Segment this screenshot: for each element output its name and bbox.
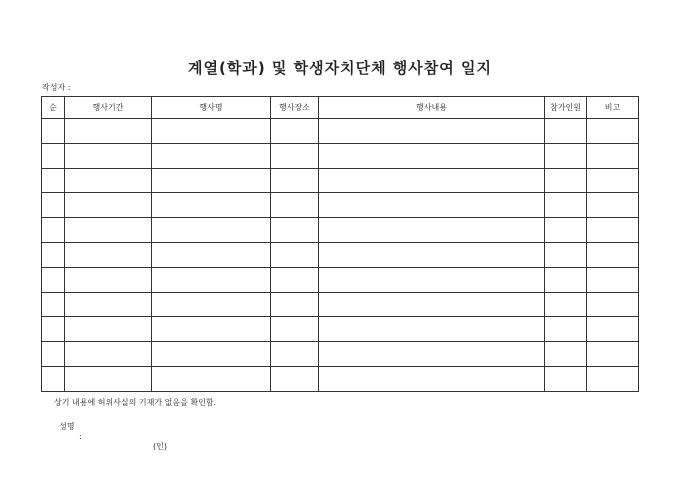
table-cell[interactable] — [545, 168, 587, 193]
confirmation-statement: 상기 내용에 허위사실의 기재가 없음을 확인함. — [54, 398, 217, 407]
table-row — [42, 242, 639, 267]
table-cell[interactable] — [152, 193, 271, 218]
table-cell[interactable] — [319, 292, 545, 317]
table-cell[interactable] — [42, 242, 65, 267]
table-cell[interactable] — [65, 242, 152, 267]
table-cell[interactable] — [545, 119, 587, 144]
table-cell[interactable] — [42, 218, 65, 243]
table-cell[interactable] — [42, 143, 65, 168]
table-row — [42, 292, 639, 317]
column-header-content: 행사내용 — [319, 97, 545, 119]
table-cell[interactable] — [587, 143, 639, 168]
table-row — [42, 317, 639, 342]
table-cell[interactable] — [545, 242, 587, 267]
table-cell[interactable] — [65, 193, 152, 218]
table-cell[interactable] — [545, 317, 587, 342]
table-cell[interactable] — [42, 317, 65, 342]
table-cell[interactable] — [319, 143, 545, 168]
column-header-location: 행사장소 — [271, 97, 319, 119]
table-cell[interactable] — [587, 342, 639, 367]
table-cell[interactable] — [152, 292, 271, 317]
table-cell[interactable] — [65, 366, 152, 391]
document-title: 계열(학과) 및 학생자치단체 행사참여 일지 — [188, 59, 492, 77]
table-cell[interactable] — [545, 218, 587, 243]
table-row — [42, 143, 639, 168]
column-header-event-name: 행사명 — [152, 97, 271, 119]
table-cell[interactable] — [271, 193, 319, 218]
signature-label: 성명 — [59, 422, 75, 431]
table-cell[interactable] — [65, 317, 152, 342]
column-header-number: 순 — [42, 97, 65, 119]
table-cell[interactable] — [152, 366, 271, 391]
table-row — [42, 193, 639, 218]
table-cell[interactable] — [319, 267, 545, 292]
table-cell[interactable] — [152, 119, 271, 144]
table-cell[interactable] — [65, 218, 152, 243]
table-cell[interactable] — [152, 317, 271, 342]
column-header-period: 행사기간 — [65, 97, 152, 119]
table-cell[interactable] — [271, 119, 319, 144]
table-cell[interactable] — [319, 119, 545, 144]
table-cell[interactable] — [152, 168, 271, 193]
author-label: 작성자 : — [42, 83, 71, 92]
table-cell[interactable] — [587, 218, 639, 243]
table-cell[interactable] — [42, 366, 65, 391]
table-cell[interactable] — [271, 242, 319, 267]
table-cell[interactable] — [42, 292, 65, 317]
table-cell[interactable] — [545, 143, 587, 168]
signature-colon: : — [79, 432, 82, 441]
table-cell[interactable] — [545, 292, 587, 317]
table-cell[interactable] — [65, 119, 152, 144]
table-cell[interactable] — [319, 218, 545, 243]
table-cell[interactable] — [65, 342, 152, 367]
table-cell[interactable] — [587, 366, 639, 391]
table-row — [42, 366, 639, 391]
table-cell[interactable] — [587, 168, 639, 193]
table-cell[interactable] — [587, 267, 639, 292]
table-cell[interactable] — [65, 168, 152, 193]
seal-mark: (인) — [153, 442, 167, 451]
table-cell[interactable] — [271, 218, 319, 243]
table-cell[interactable] — [319, 342, 545, 367]
table-cell[interactable] — [587, 193, 639, 218]
event-log-table — [41, 96, 639, 392]
table-cell[interactable] — [65, 292, 152, 317]
table-cell[interactable] — [319, 317, 545, 342]
table-cell[interactable] — [271, 342, 319, 367]
table-cell[interactable] — [319, 193, 545, 218]
table-cell[interactable] — [271, 168, 319, 193]
table-cell[interactable] — [271, 143, 319, 168]
table-cell[interactable] — [271, 366, 319, 391]
table-cell[interactable] — [42, 119, 65, 144]
signature-line — [54, 412, 167, 451]
table-cell[interactable] — [545, 342, 587, 367]
table-row — [42, 168, 639, 193]
table-row — [42, 218, 639, 243]
table-cell[interactable] — [319, 168, 545, 193]
table-cell[interactable] — [42, 168, 65, 193]
table-cell[interactable] — [152, 143, 271, 168]
table-cell[interactable] — [587, 292, 639, 317]
table-cell[interactable] — [319, 366, 545, 391]
table-cell[interactable] — [152, 242, 271, 267]
table-cell[interactable] — [545, 193, 587, 218]
table-cell[interactable] — [587, 119, 639, 144]
table-cell[interactable] — [319, 242, 545, 267]
table-header-row — [42, 97, 639, 119]
table-row — [42, 119, 639, 144]
table-cell[interactable] — [42, 267, 65, 292]
table-cell[interactable] — [271, 267, 319, 292]
table-cell[interactable] — [42, 342, 65, 367]
column-header-remarks: 비고 — [587, 97, 639, 119]
table-cell[interactable] — [545, 267, 587, 292]
column-header-participants: 참가인원 — [545, 97, 587, 119]
table-cell[interactable] — [587, 242, 639, 267]
table-cell[interactable] — [152, 267, 271, 292]
table-cell[interactable] — [271, 292, 319, 317]
table-cell[interactable] — [65, 267, 152, 292]
table-row — [42, 267, 639, 292]
table-cell[interactable] — [271, 317, 319, 342]
table-cell[interactable] — [545, 366, 587, 391]
table-row — [42, 342, 639, 367]
table-cell[interactable] — [42, 193, 65, 218]
table-body — [42, 119, 639, 392]
table-cell[interactable] — [587, 317, 639, 342]
table-cell[interactable] — [152, 218, 271, 243]
table-cell[interactable] — [152, 342, 271, 367]
table-cell[interactable] — [65, 143, 152, 168]
